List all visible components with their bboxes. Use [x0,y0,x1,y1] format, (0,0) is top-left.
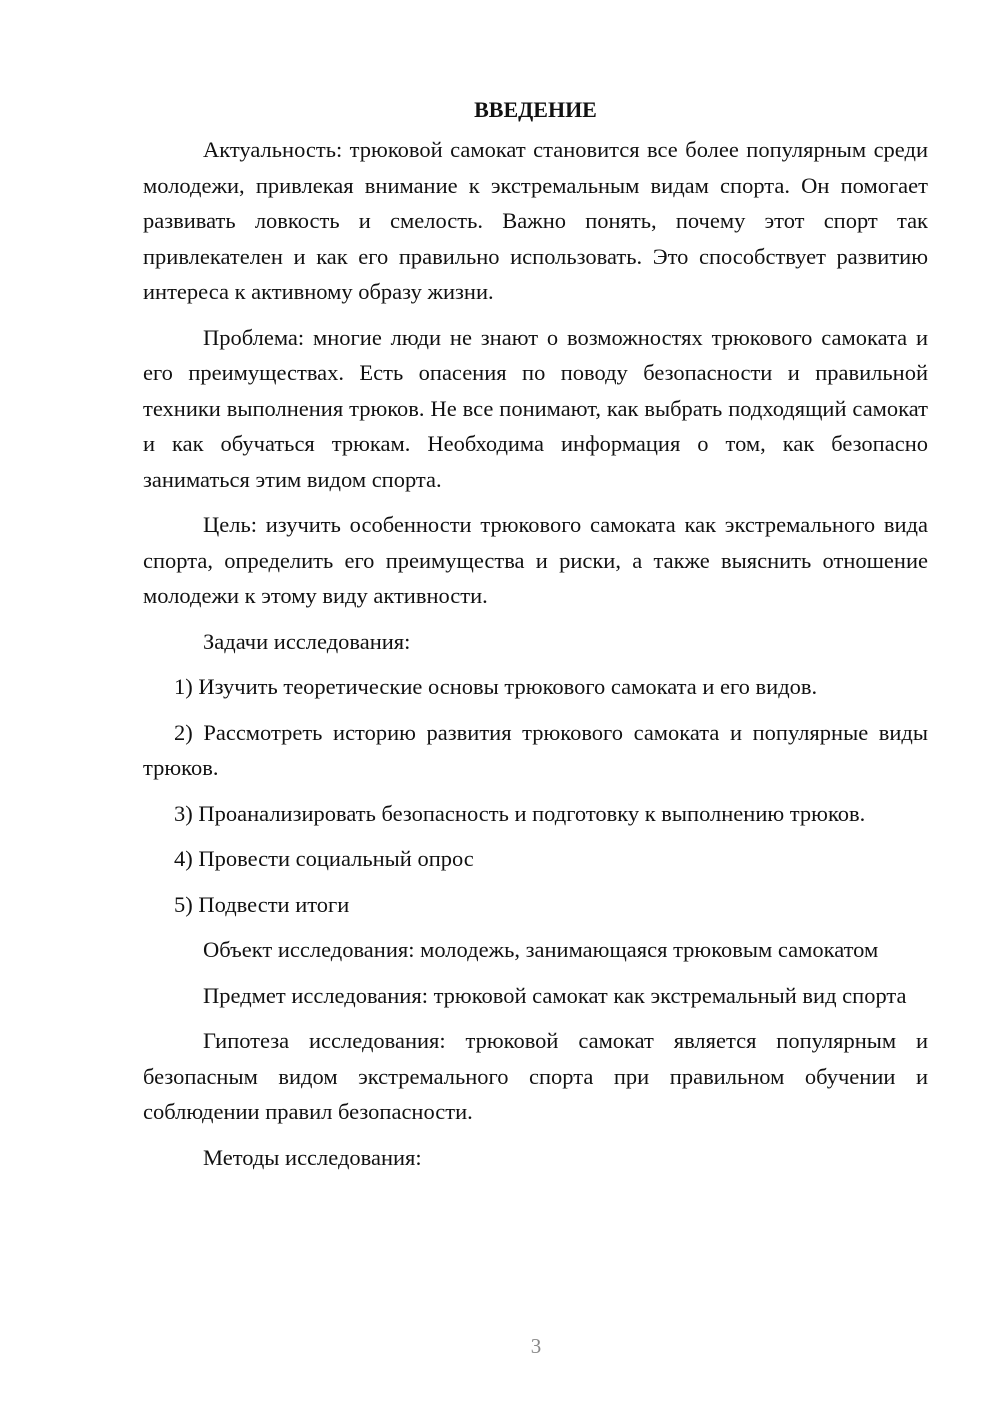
section-heading: ВВЕДЕНИЕ [474,97,597,122]
object-paragraph: Объект исследования: молодежь, занимающаяся трюковым самокатом [203,937,879,962]
task-item-5: 5) Подвести итоги [174,891,350,917]
tasks-intro: Задачи исследования: [203,628,411,654]
document-page [143,94,928,1185]
task-item-4: 4) Провести социальный опрос [174,846,474,871]
subject-paragraph: Предмет исследования: трюковой самокат как экстремальный вид спорта [203,982,907,1008]
problem-paragraph: Проблема: многие люди не знают о возможностях трюкового самоката и его преимуществах. Есть опасения по поводу безопасности и правильной техники выполнения трюков. Не все понимают, как выбрать подходящий самокат и как обучаться трюкам. Необходима информация о том, как безопасно заниматься этим видом спорта. [143,324,928,492]
task-item-3: 3) Проанализировать безопасность и подготовку к выполнению трюков. [174,800,866,826]
task-item-2: 2) Рассмотреть историю развития трюкового самоката и популярные виды трюков. [143,719,928,780]
methods-paragraph: Методы исследования: [203,1144,422,1170]
page-number: 3 [530,1334,542,1358]
hypothesis-paragraph: Гипотеза исследования: трюковой самокат является популярным и безопасным видом экстремального спорта при правильном обучении и соблюдении правил безопасности. [143,1028,928,1124]
relevance-paragraph: Актуальность: трюковой самокат становится все более популярным среди молодежи, привлекая внимание к экстремальным видам спорта. Он помогает развивать ловкость и смелость. Важно понять, почему этот спорт так привлекателен и как его правильно использовать. Это способствует развитию интереса к активному образу жизни. [143,137,928,304]
goal-paragraph: Цель: изучить особенности трюкового самоката как экстремального вида спорта, определить его преимущества и риски, а также выяснить отношение молодежи к этому виду активности. [143,512,928,608]
task-item-1: 1) Изучить теоретические основы трюкового самоката и его видов. [174,674,818,699]
